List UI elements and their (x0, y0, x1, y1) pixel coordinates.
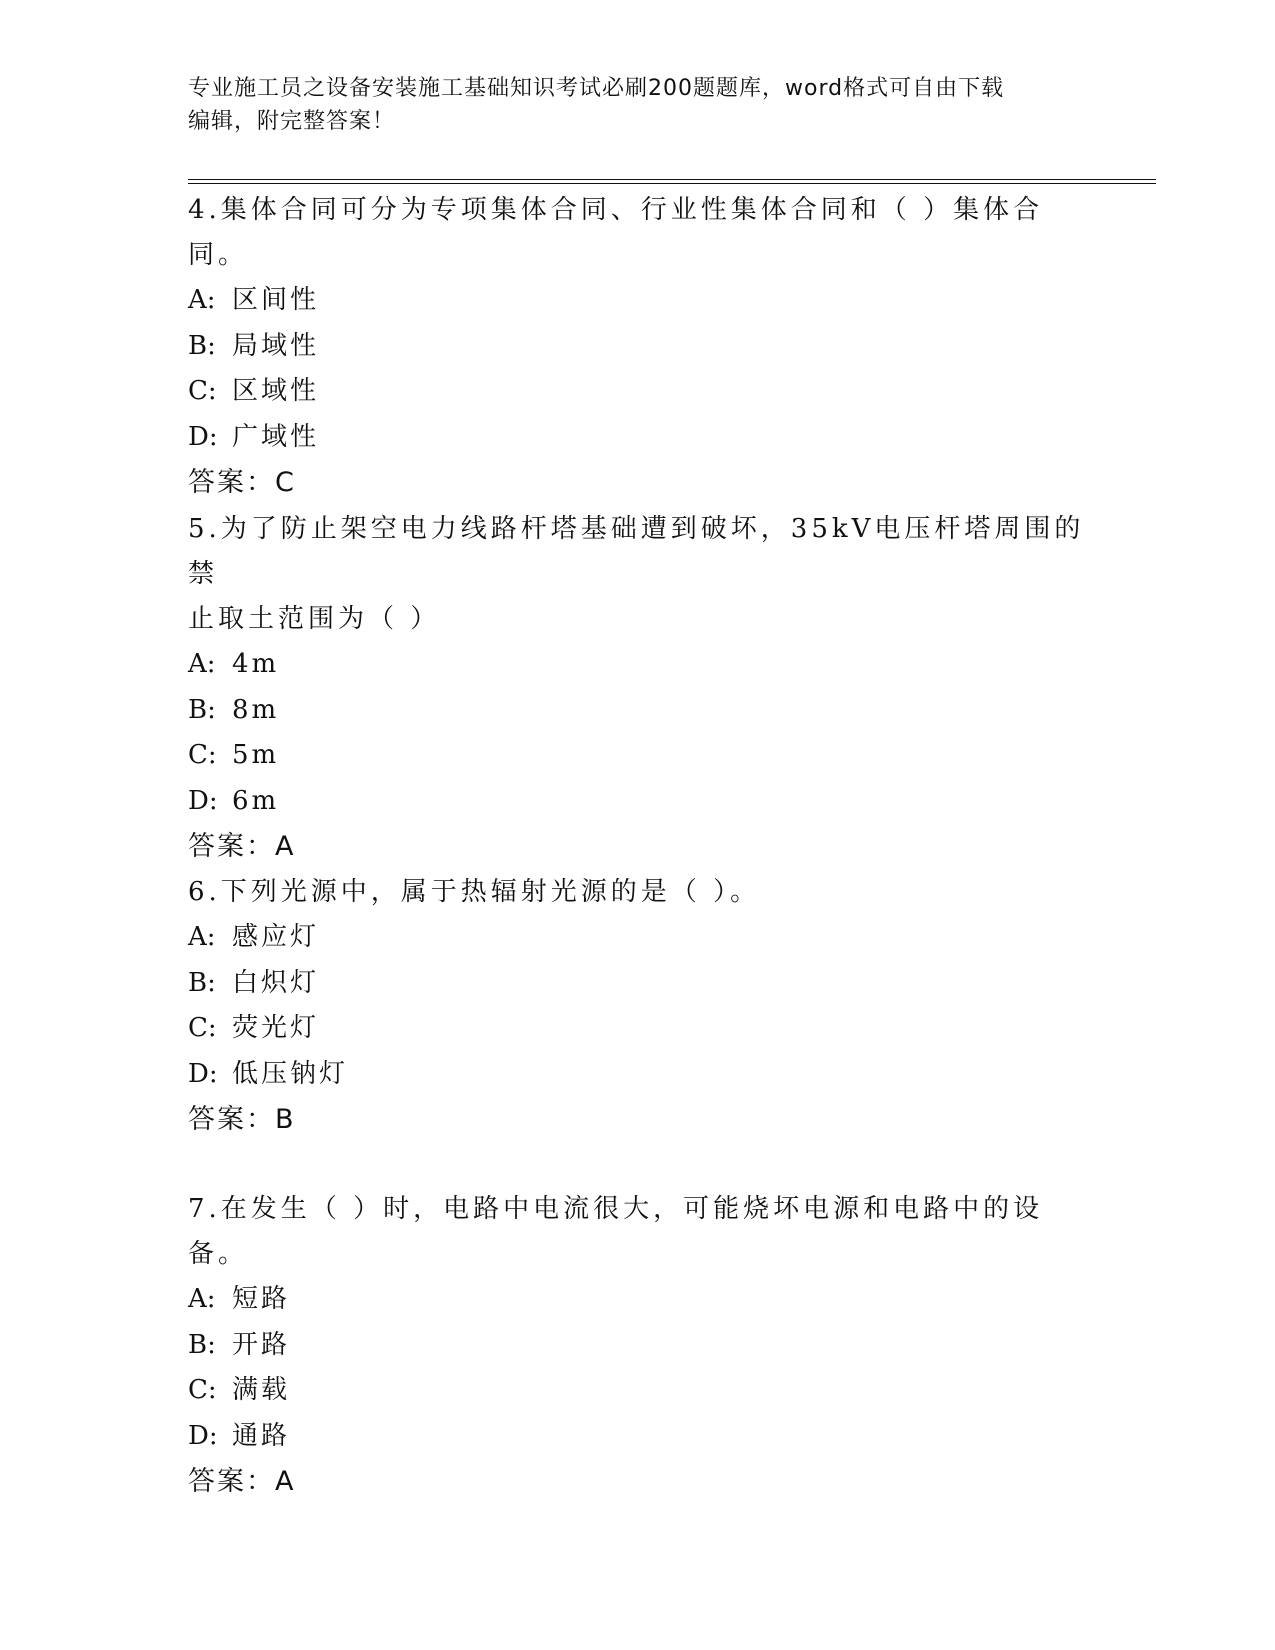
question-stem: 4.集体合同可分为专项集体合同、行业性集体合同和（ ）集体合同。 (188, 195, 1044, 270)
option-letter: A: (188, 922, 216, 952)
option-b (188, 688, 1088, 734)
question-stem: 6.下列光源中，属于热辐射光源的是（ ）。 (188, 877, 761, 907)
option-b (188, 961, 1088, 1007)
question-7 (188, 1187, 1088, 1505)
answer-line: 答案：B (188, 1104, 296, 1135)
option-text: 4m (232, 649, 280, 679)
option-a (188, 642, 1088, 688)
option-letter: B: (188, 967, 216, 998)
option-text: 白炽灯 (232, 967, 320, 998)
option-letter: B: (188, 1329, 216, 1360)
answer-line: 答案：A (188, 831, 296, 862)
answer-line: 答案：A (188, 1466, 296, 1497)
option-c (188, 369, 1088, 415)
option-text: 低压钠灯 (232, 1058, 349, 1089)
option-letter: C: (188, 376, 217, 406)
option-letter: A: (188, 285, 216, 315)
option-letter: D: (188, 785, 218, 816)
option-text: 广域性 (232, 421, 320, 452)
option-b (188, 1323, 1088, 1369)
question-stem-line-1: 5.为了防止架空电力线路杆塔基础遭到破坏，35kV电压杆塔周围的禁 (188, 514, 1085, 589)
option-letter: A: (188, 1284, 216, 1314)
option-letter: C: (188, 740, 217, 770)
option-text: 区间性 (232, 285, 320, 315)
option-a (188, 1277, 1088, 1323)
option-letter: A: (188, 649, 216, 679)
question-6 (188, 870, 1088, 1143)
question-4 (188, 188, 1088, 506)
answer-line: 答案：C (188, 467, 296, 498)
document-header (188, 72, 1068, 138)
header-divider-top (188, 179, 1156, 180)
option-text: 局域性 (232, 330, 320, 361)
question-5 (188, 507, 1088, 870)
option-letter: D: (188, 1420, 218, 1451)
option-b (188, 324, 1088, 370)
option-text: 5m (232, 740, 280, 770)
option-text: 区域性 (232, 376, 320, 406)
option-text: 通路 (232, 1420, 291, 1451)
option-d (188, 1414, 1088, 1460)
option-letter: D: (188, 421, 218, 452)
option-text: 6m (232, 785, 280, 816)
question-stem-line-2: 止取土范围为（ ） (188, 604, 441, 634)
option-c (188, 733, 1088, 779)
option-text: 开路 (232, 1329, 291, 1360)
option-letter: C: (188, 1375, 217, 1405)
option-d (188, 415, 1088, 461)
option-text: 荧光灯 (232, 1013, 320, 1043)
option-c (188, 1006, 1088, 1052)
option-text: 短路 (232, 1284, 291, 1314)
question-stem: 7.在发生（ ）时，电路中电流很大，可能烧坏电源和电路中的设备。 (188, 1194, 1044, 1269)
option-text: 感应灯 (232, 922, 320, 952)
option-c (188, 1368, 1088, 1414)
header-divider-bottom (188, 183, 1156, 184)
option-letter: B: (188, 330, 216, 361)
option-letter: C: (188, 1013, 217, 1043)
option-a (188, 278, 1088, 324)
option-letter: D: (188, 1058, 218, 1089)
header-line-1: 专业施工员之设备安装施工基础知识考试必刷200题题库，word格式可自由下载 (188, 76, 1005, 101)
option-d (188, 1052, 1088, 1098)
option-letter: B: (188, 694, 216, 725)
option-text: 满载 (232, 1375, 291, 1405)
option-text: 8m (232, 694, 280, 725)
option-a (188, 915, 1088, 961)
header-line-2: 编辑，附完整答案！ (188, 109, 396, 134)
option-d (188, 779, 1088, 825)
